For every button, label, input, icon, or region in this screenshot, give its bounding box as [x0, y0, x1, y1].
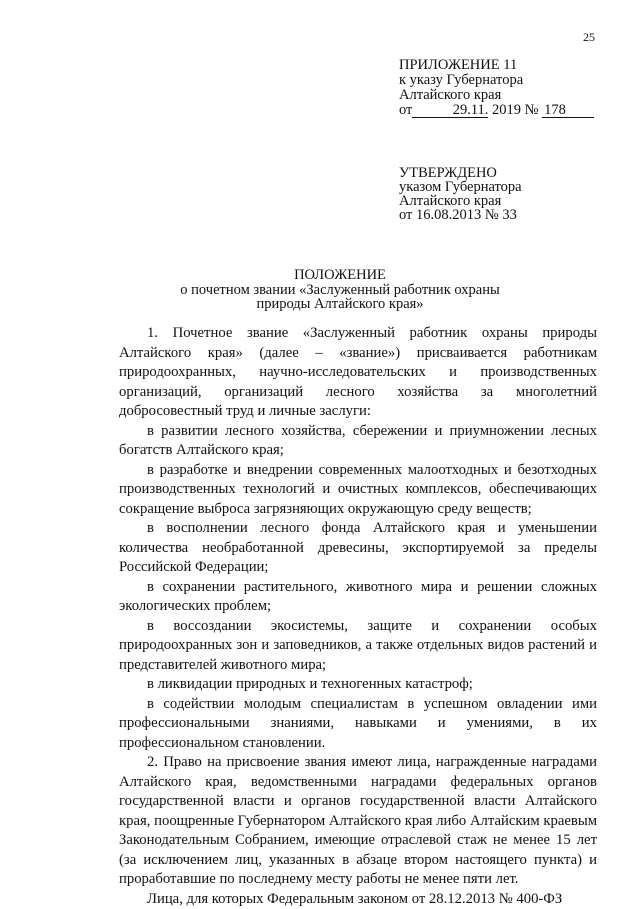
- paragraph-2: в развитии лесного хозяйства, сбережении и приумножении лесных богатств Алтайского края;: [119, 422, 597, 461]
- appendix-date-line: [399, 103, 609, 118]
- document-subtitle-line-1: о почетном звании «Заслуженный работник охраны: [120, 283, 560, 298]
- appendix-number-value: 178: [542, 103, 594, 118]
- paragraph-7: в ликвидации природных и техногенных катастроф;: [119, 675, 597, 695]
- paragraph-8: в содействии молодым специалистам в успешном овладении ими профессиональными знаниями, навыками и умениями, в их профессиональном становлении.: [119, 695, 597, 754]
- paragraph-3: в разработке и внедрении современных малоотходных и безотходных производственных технологий и очистных комплексов, обеспечивающих сокращение выброса загрязняющих окружающую среду веществ;: [119, 461, 597, 520]
- approved-title: УТВЕРЖДЕНО: [399, 166, 609, 180]
- appendix-block: [399, 58, 609, 118]
- appendix-date-prefix: от: [399, 102, 412, 118]
- paragraph-4: в восполнении лесного фонда Алтайского края и уменьшении количества необработанной древесины, экспортируемой за пределы Российской Федерации;: [119, 519, 597, 578]
- document-heading: ПОЛОЖЕНИЕ: [120, 268, 560, 283]
- appendix-decree-line: к указу Губернатора: [399, 73, 609, 88]
- appendix-date-value: 29.11.: [412, 103, 488, 118]
- page-number: 25: [583, 30, 595, 44]
- document-body: [119, 324, 597, 909]
- approved-date-line: от 16.08.2013 № 33: [399, 208, 609, 222]
- paragraph-1: 1. Почетное звание «Заслуженный работник охраны природы Алтайского края» (далее – «звание») присваивается работникам природоохранных, научно-исследовательских и производственных организаций, организаций лесного хозяйства за многолетний добросовестный труд и личные заслуги:: [119, 324, 597, 422]
- paragraph-6: в воссоздании экосистемы, защите и сохранении особых природоохранных зон и заповедников, а также отдельных видов растений и представителей животного мира;: [119, 617, 597, 676]
- approved-decree-line: указом Губернатора: [399, 180, 609, 194]
- document-title-block: [120, 268, 560, 312]
- appendix-year-text: 2019 №: [492, 102, 538, 118]
- paragraph-9: 2. Право на присвоение звания имеют лица, награжденные наградами Алтайского края, ведомственными наградами федеральных органов государственной власти и органов государственной власти Алтайского края, поощренные Губернатором Алтайского края либо Алтайским краевым Законодательным Собранием, имеющие отраслевой стаж не менее 15 лет (за исключением лиц, указанных в абзаце втором настоящего пункта) и проработавшие по последнему месту работы не менее пяти лет.: [119, 753, 597, 890]
- approved-block: [399, 166, 609, 222]
- appendix-region-line: Алтайского края: [399, 88, 609, 103]
- paragraph-5: в сохранении растительного, животного мира и решении сложных экологических проблем;: [119, 578, 597, 617]
- appendix-title: ПРИЛОЖЕНИЕ 11: [399, 58, 609, 73]
- paragraph-10: Лица, для которых Федеральным законом от 28.12.2013 № 400-ФЗ: [119, 890, 597, 909]
- approved-region-line: Алтайского края: [399, 194, 609, 208]
- document-subtitle-line-2: природы Алтайского края»: [120, 297, 560, 312]
